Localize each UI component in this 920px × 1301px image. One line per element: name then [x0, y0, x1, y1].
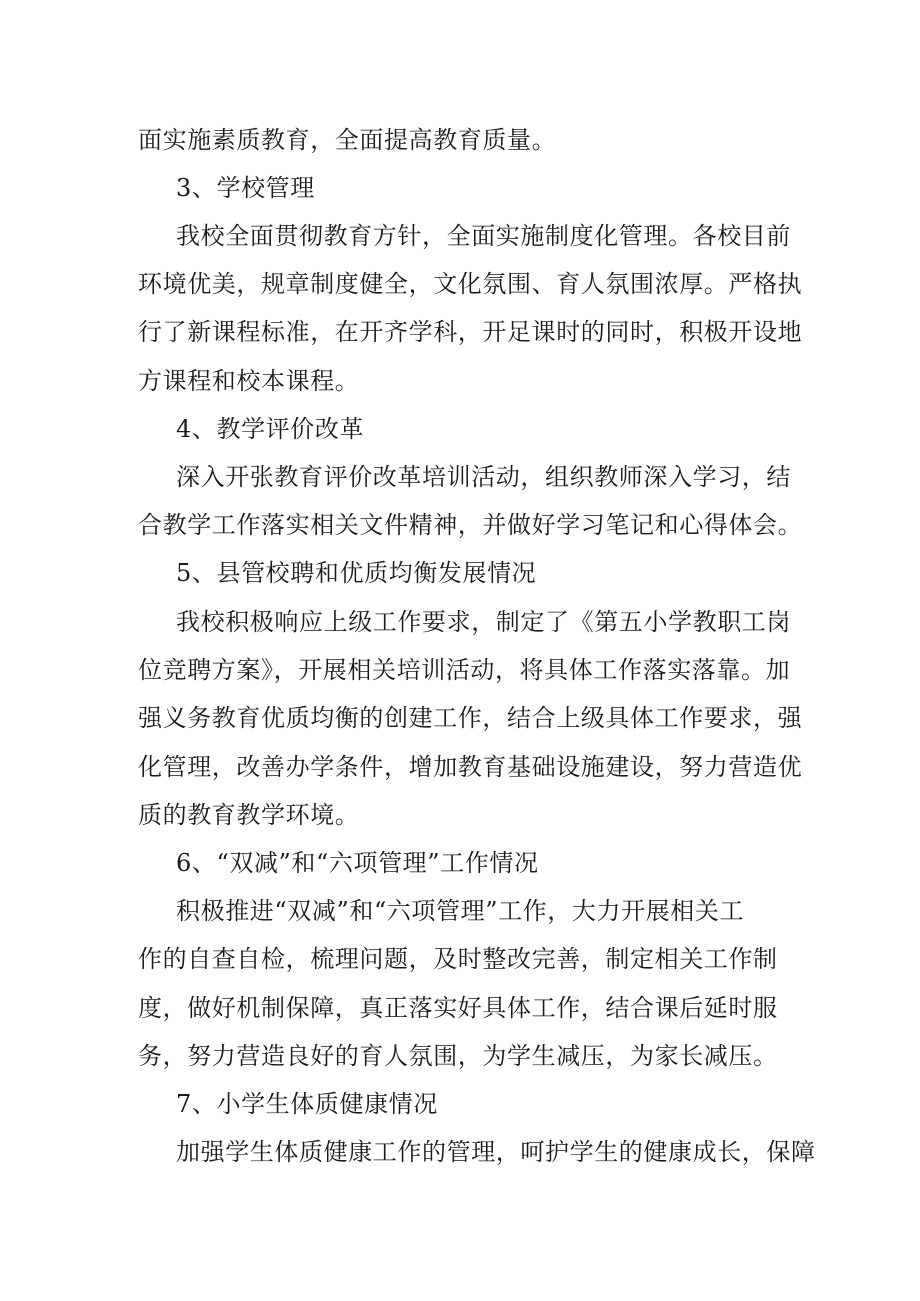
body-line: 合教学工作落实相关文件精神，并做好学习笔记和心得体会。 — [138, 511, 803, 539]
body-line: 质的教育教学环境。 — [138, 801, 360, 829]
body-line: 行了新课程标准，在开齐学科，开足课时的同时，积极开设地 — [138, 318, 803, 346]
paragraph-first-line: 深入开张教育评价改革培训活动，组织教师深入学习，结 — [176, 463, 791, 491]
section-heading-balanced-development: 5、县管校聘和优质均衡发展情况 — [176, 559, 537, 587]
body-line: 化管理，改善办学条件，增加教育基础设施建设，努力营造优 — [138, 753, 803, 781]
body-line: 面实施素质教育，全面提高教育质量。 — [138, 126, 557, 154]
section-heading-school-management: 3、学校管理 — [176, 174, 315, 202]
body-line: 位竞聘方案》，开展相关培训活动，将具体工作落实落靠。加 — [138, 656, 791, 684]
body-line: 环境优美，规章制度健全，文化氛围、育人氛围浓厚。严格执 — [138, 270, 803, 298]
paragraph-first-line: 我校积极响应上级工作要求，制定了《第五小学教职工岗 — [176, 608, 791, 636]
body-line: 务，努力营造良好的育人氛围，为学生减压，为家长减压。 — [138, 1042, 778, 1070]
section-heading-evaluation-reform: 4、教学评价改革 — [176, 415, 365, 443]
paragraph-first-line: 积极推进“双减”和“六项管理”工作，大力开展相关工 — [176, 897, 745, 925]
paragraph-first-line: 我校全面贯彻教育方针，全面实施制度化管理。各校目前 — [176, 222, 791, 250]
body-line: 强义务教育优质均衡的创建工作，结合上级具体工作要求，强 — [138, 704, 803, 732]
body-line: 方课程和校本课程。 — [138, 367, 360, 395]
body-line: 度，做好机制保障，真正落实好具体工作，结合课后延时服 — [138, 994, 778, 1022]
section-heading-double-reduction: 6、“双减”和“六项管理”工作情况 — [176, 849, 539, 877]
body-line: 作的自查自检，梳理问题，及时整改完善，制定相关工作制 — [138, 945, 778, 973]
section-heading-physical-health: 7、小学生体质健康情况 — [176, 1090, 438, 1118]
paragraph-first-line: 加强学生体质健康工作的管理，呵护学生的健康成长，保障 — [176, 1138, 816, 1166]
